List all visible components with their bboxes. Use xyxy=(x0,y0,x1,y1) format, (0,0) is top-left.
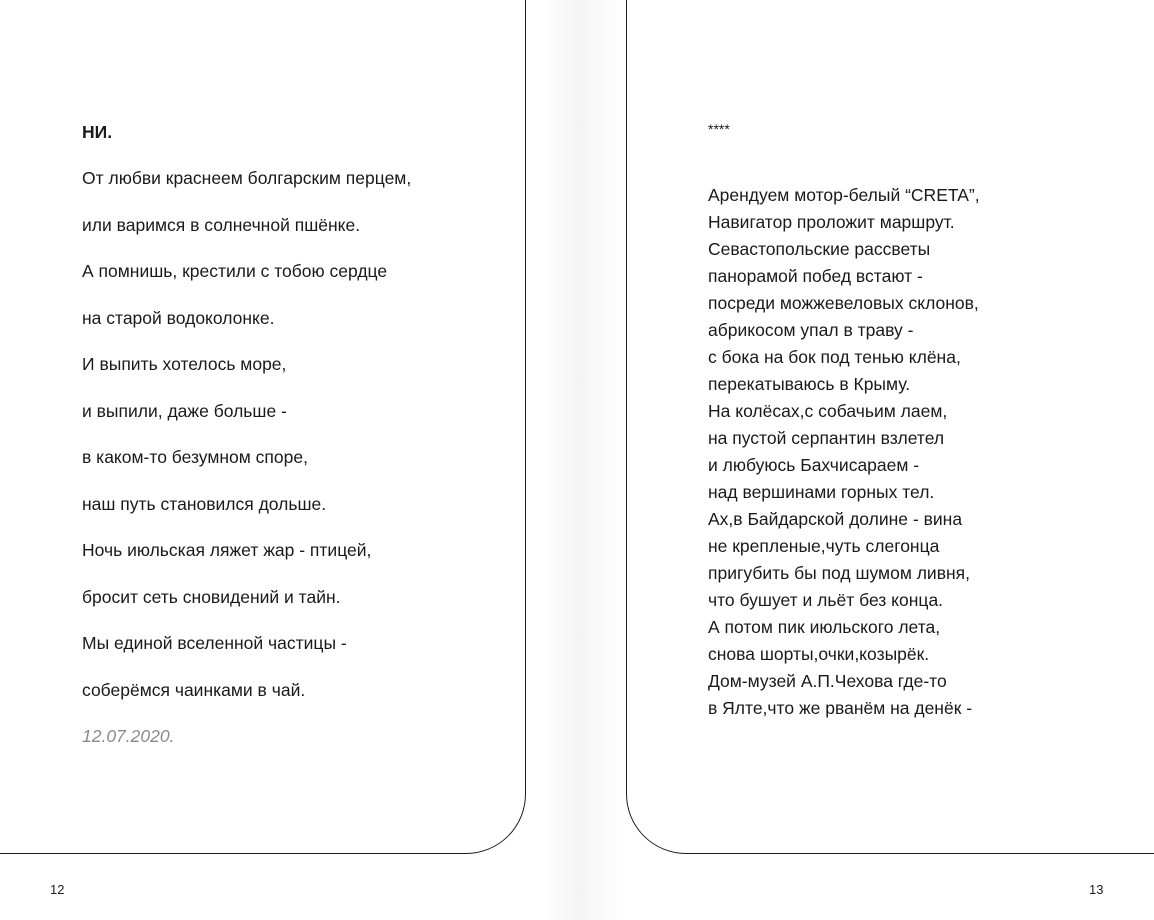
poem-line: А потом пик июльского лета, xyxy=(708,617,941,637)
poem-line: Ах,в Байдарской долине - вина xyxy=(708,509,963,529)
poem-line: Севастопольские рассветы xyxy=(708,239,931,259)
poem-line: что бушует и льёт без конца. xyxy=(708,590,944,610)
poem-line: На колёсах,с собачьим лаем, xyxy=(708,401,948,421)
page-number-left: 12 xyxy=(50,882,65,897)
right-poem xyxy=(708,120,1108,722)
poem-date: 12.07.2020. xyxy=(82,726,175,746)
poem-line: или варимся в солнечной пшёнке. xyxy=(82,214,361,235)
poem-line: в каком-то безумном споре, xyxy=(82,447,308,467)
poem-line: От любви краснеем болгарским перцем, xyxy=(82,168,412,188)
poem-line: наш путь становился дольше. xyxy=(82,493,327,514)
poem-line: Арендуем мотор-белый “CRETA”, xyxy=(708,185,980,205)
left-poem xyxy=(82,121,502,747)
page-number-right: 13 xyxy=(1089,882,1104,897)
poem-line: перекатываюсь в Крыму. xyxy=(708,374,911,394)
poem-line: панорамой побед встают - xyxy=(708,266,923,286)
right-page xyxy=(577,0,1154,920)
poem-line: соберёмся чаинками в чай. xyxy=(82,679,306,700)
poem-line: на старой водоколонке. xyxy=(82,307,275,328)
poem-line: с бока на бок под тенью клёна, xyxy=(708,347,961,367)
poem-line: над вершинами горных тел. xyxy=(708,482,935,502)
poem-title: НИ. xyxy=(82,122,113,142)
poem-line: посреди можжевеловых склонов, xyxy=(708,293,979,313)
poem-line: на пустой серпантин взлетел xyxy=(708,428,945,448)
poem-line: Мы единой вселенной частицы - xyxy=(82,633,347,653)
poem-separator: **** xyxy=(708,121,730,137)
poem-line: в Ялте,что же рванём на денёк - xyxy=(708,698,973,718)
poem-line: и любуюсь Бахчисараем - xyxy=(708,455,920,475)
poem-line: снова шорты,очки,козырёк. xyxy=(708,644,930,664)
poem-line: абрикосом упал в траву - xyxy=(708,320,914,340)
poem-line: не крепленые,чуть слегонца xyxy=(708,536,940,556)
poem-line: бросит сеть сновидений и тайн. xyxy=(82,586,341,607)
poem-line: И выпить хотелось море, xyxy=(82,354,287,374)
poem-line: Навигатор проложит маршрут. xyxy=(708,212,955,232)
poem-line: пригубить бы под шумом ливня, xyxy=(708,563,971,583)
poem-line: Ночь июльская ляжет жар - птицей, xyxy=(82,540,372,560)
poem-line: А помнишь, крестили с тобою сердце xyxy=(82,261,388,281)
poem-line: и выпили, даже больше - xyxy=(82,400,287,421)
poem-line: Дом-музей А.П.Чехова где-то xyxy=(708,671,947,691)
